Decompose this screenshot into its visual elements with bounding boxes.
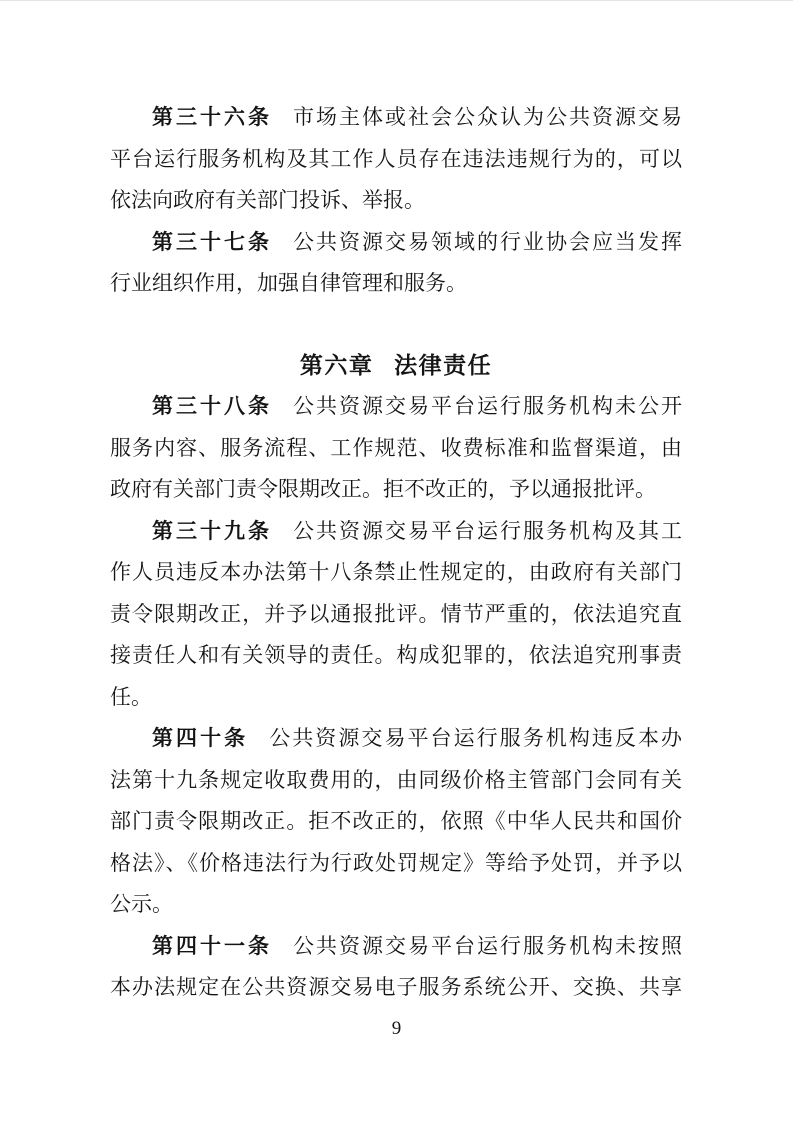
- article-40-number: 第四十条: [152, 726, 249, 750]
- article-37-line-1: [110, 222, 682, 264]
- article-40-line-2: 法第十九条规定收取费用的，由同级价格主管部门会同有关: [110, 767, 682, 792]
- article-40-line-3: 部门责令限期改正。拒不改正的，依照《中华人民共和国价: [110, 809, 682, 833]
- chapter-heading: [110, 345, 682, 387]
- article-40-line-1: [110, 718, 682, 760]
- article-41-text: 公共资源交易平台运行服务机构未按照: [293, 933, 682, 958]
- article-36-line-3: 依法向政府有关部门投诉、举报。: [110, 188, 425, 212]
- document-body: [110, 97, 682, 1009]
- article-37-number: 第三十七条: [152, 229, 272, 254]
- article-40-text: 公共资源交易平台运行服务机构违反本办: [269, 726, 683, 750]
- article-36-number: 第三十六条: [152, 105, 272, 129]
- article-37-text: 公共资源交易领域的行业协会应当发挥: [293, 229, 682, 254]
- page-number: 9: [391, 1018, 402, 1039]
- article-37-line-2: 行业组织作用，加强自律管理和服务。: [110, 271, 467, 295]
- article-36-text: 市场主体或社会公众认为公共资源交易: [293, 105, 682, 129]
- chapter-number: 第六章: [299, 351, 374, 378]
- article-39-line-5: 任。: [110, 684, 152, 709]
- article-39-line-4: 接责任人和有关领导的责任。构成犯罪的，依法追究刑事责: [110, 643, 682, 667]
- article-38-line-1: [110, 386, 682, 428]
- article-39-line-3: 责令限期改正，并予以通报批评。情节严重的，依法追究直: [110, 601, 682, 626]
- article-40-line-5: 公示。: [110, 892, 173, 916]
- article-38-line-2: 服务内容、服务流程、工作规范、收费标准和监督渠道，由: [110, 435, 682, 460]
- article-36-line-1: [110, 97, 682, 139]
- article-38-line-3: 政府有关部门责令限期改正。拒不改正的，予以通报批评。: [110, 477, 656, 501]
- article-39-number: 第三十九条: [152, 518, 272, 543]
- article-41-line-2: 本办法规定在公共资源交易电子服务系统公开、交换、共享: [110, 975, 682, 999]
- article-39-line-1: [110, 511, 682, 553]
- article-39-line-2: 作人员违反本办法第十八条禁止性规定的，由政府有关部门: [110, 560, 682, 584]
- article-41-number: 第四十一条: [152, 933, 272, 958]
- article-41-line-1: [110, 926, 682, 968]
- article-40-line-4: 格法》、《价格违法行为行政处罚规定》等给予处罚，并予以: [110, 850, 682, 875]
- chapter-title: 法律责任: [394, 351, 493, 378]
- article-38-number: 第三十八条: [152, 394, 272, 418]
- article-39-text: 公共资源交易平台运行服务机构及其工: [293, 518, 682, 543]
- article-38-text: 公共资源交易平台运行服务机构未公开: [293, 394, 682, 418]
- article-36-line-2: 平台运行服务机构及其工作人员存在违法违规行为的，可以: [110, 146, 682, 171]
